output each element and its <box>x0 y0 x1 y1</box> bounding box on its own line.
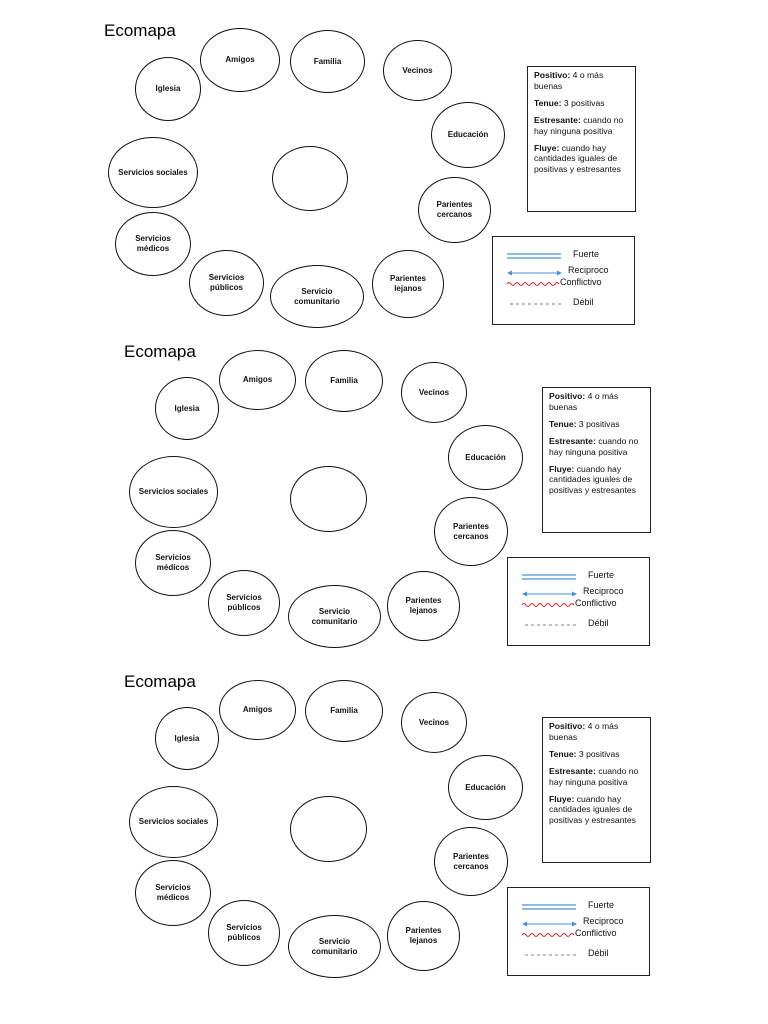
node-parientes-cercanos: Parientes cercanos <box>434 497 508 566</box>
node-parientes-lejanos: Parientes lejanos <box>387 901 460 971</box>
node-servicios-publicos: Servicios públicos <box>208 570 280 636</box>
node-parientes-lejanos: Parientes lejanos <box>387 571 460 641</box>
conflictivo-line <box>507 283 559 286</box>
node-amigos: Amigos <box>219 350 296 410</box>
def-tenue: Tenue: 3 positivas <box>534 97 605 108</box>
node-servicio-comunitario: Servicio comunitario <box>288 585 381 648</box>
definitions-box <box>542 717 651 863</box>
legend-reciproco-label: Reciproco <box>568 265 609 275</box>
ecomapa-title: Ecomapa <box>104 21 176 40</box>
legend-debil-label: Débil <box>573 297 594 307</box>
def-fluye: Fluye: cuando hay cantidades iguales de positivas y estresantes <box>549 463 636 496</box>
node-centro <box>290 466 367 532</box>
legend-conflictivo-label: Conflictivo <box>575 598 617 608</box>
node-servicios-publicos: Servicios públicos <box>208 900 280 966</box>
node-iglesia: Iglesia <box>155 377 219 440</box>
def-estresante: Estresante: cuando no hay ninguna positiva <box>549 765 639 787</box>
node-servicios-sociales: Servicios sociales <box>129 456 218 528</box>
conflictivo-line <box>522 934 574 937</box>
node-vecinos: Vecinos <box>401 692 467 753</box>
node-amigos: Amigos <box>200 28 280 92</box>
def-estresante: Estresante: cuando no hay ninguna positiva <box>534 114 624 136</box>
ecomapa-title: Ecomapa <box>124 342 196 361</box>
def-tenue: Tenue: 3 positivas <box>549 748 620 759</box>
def-fluye: Fluye: cuando hay cantidades iguales de positivas y estresantes <box>549 793 636 826</box>
node-iglesia: Iglesia <box>155 707 219 770</box>
node-servicios-publicos: Servicios públicos <box>189 250 264 316</box>
arrow-head-left <box>522 592 527 597</box>
node-centro <box>290 796 367 862</box>
arrow-head-left <box>507 271 512 276</box>
node-familia: Familia <box>305 350 383 412</box>
ecomapa-panel-1 <box>0 0 768 336</box>
definitions-box <box>542 387 651 533</box>
node-servicios-medicos: Servicios médicos <box>135 860 211 926</box>
def-positivo: Positivo: 4 o más buenas <box>549 721 619 742</box>
node-parientes-cercanos: Parientes cercanos <box>418 177 491 243</box>
arrow-head-right <box>572 922 577 927</box>
legend-debil-label: Débil <box>588 618 609 628</box>
legend-box <box>507 557 650 646</box>
arrow-head-right <box>557 271 562 276</box>
def-positivo: Positivo: 4 o más buenas <box>534 70 604 91</box>
legend-reciproco-label: Reciproco <box>583 586 624 596</box>
node-educacion: Educación <box>448 425 523 490</box>
node-iglesia: Iglesia <box>135 57 201 121</box>
node-parientes-cercanos: Parientes cercanos <box>434 827 508 896</box>
legend-fuerte-label: Fuerte <box>588 900 615 910</box>
arrow-head-right <box>572 592 577 597</box>
legend-box <box>507 887 650 976</box>
def-positivo: Positivo: 4 o más buenas <box>549 391 619 412</box>
node-centro <box>272 146 348 211</box>
node-parientes-lejanos: Parientes lejanos <box>372 250 444 318</box>
node-familia: Familia <box>305 680 383 742</box>
legend-fuerte-label: Fuerte <box>588 570 615 580</box>
legend-conflictivo-label: Conflictivo <box>560 277 602 287</box>
ecomapa-title: Ecomapa <box>124 672 196 691</box>
legend-box <box>492 236 635 325</box>
legend-conflictivo-label: Conflictivo <box>575 928 617 938</box>
legend-debil-label: Débil <box>588 948 609 958</box>
node-servicios-medicos: Servicios médicos <box>115 212 191 276</box>
conflictivo-line <box>522 604 574 607</box>
node-vecinos: Vecinos <box>383 40 452 101</box>
def-estresante: Estresante: cuando no hay ninguna positiva <box>549 435 639 457</box>
node-servicios-medicos: Servicios médicos <box>135 530 211 596</box>
node-familia: Familia <box>290 30 365 93</box>
node-servicio-comunitario: Servicio comunitario <box>288 915 381 978</box>
node-educacion: Educación <box>431 102 505 168</box>
legend-fuerte-label: Fuerte <box>573 249 600 259</box>
node-educacion: Educación <box>448 755 523 820</box>
node-amigos: Amigos <box>219 680 296 740</box>
node-vecinos: Vecinos <box>401 362 467 423</box>
node-servicios-sociales: Servicios sociales <box>108 137 198 208</box>
def-tenue: Tenue: 3 positivas <box>549 418 620 429</box>
def-fluye: Fluye: cuando hay cantidades iguales de positivas y estresantes <box>534 142 621 175</box>
node-servicio-comunitario: Servicio comunitario <box>270 265 364 328</box>
definitions-box <box>527 66 636 212</box>
legend-reciproco-label: Reciproco <box>583 916 624 926</box>
arrow-head-left <box>522 922 527 927</box>
node-servicios-sociales: Servicios sociales <box>129 786 218 858</box>
